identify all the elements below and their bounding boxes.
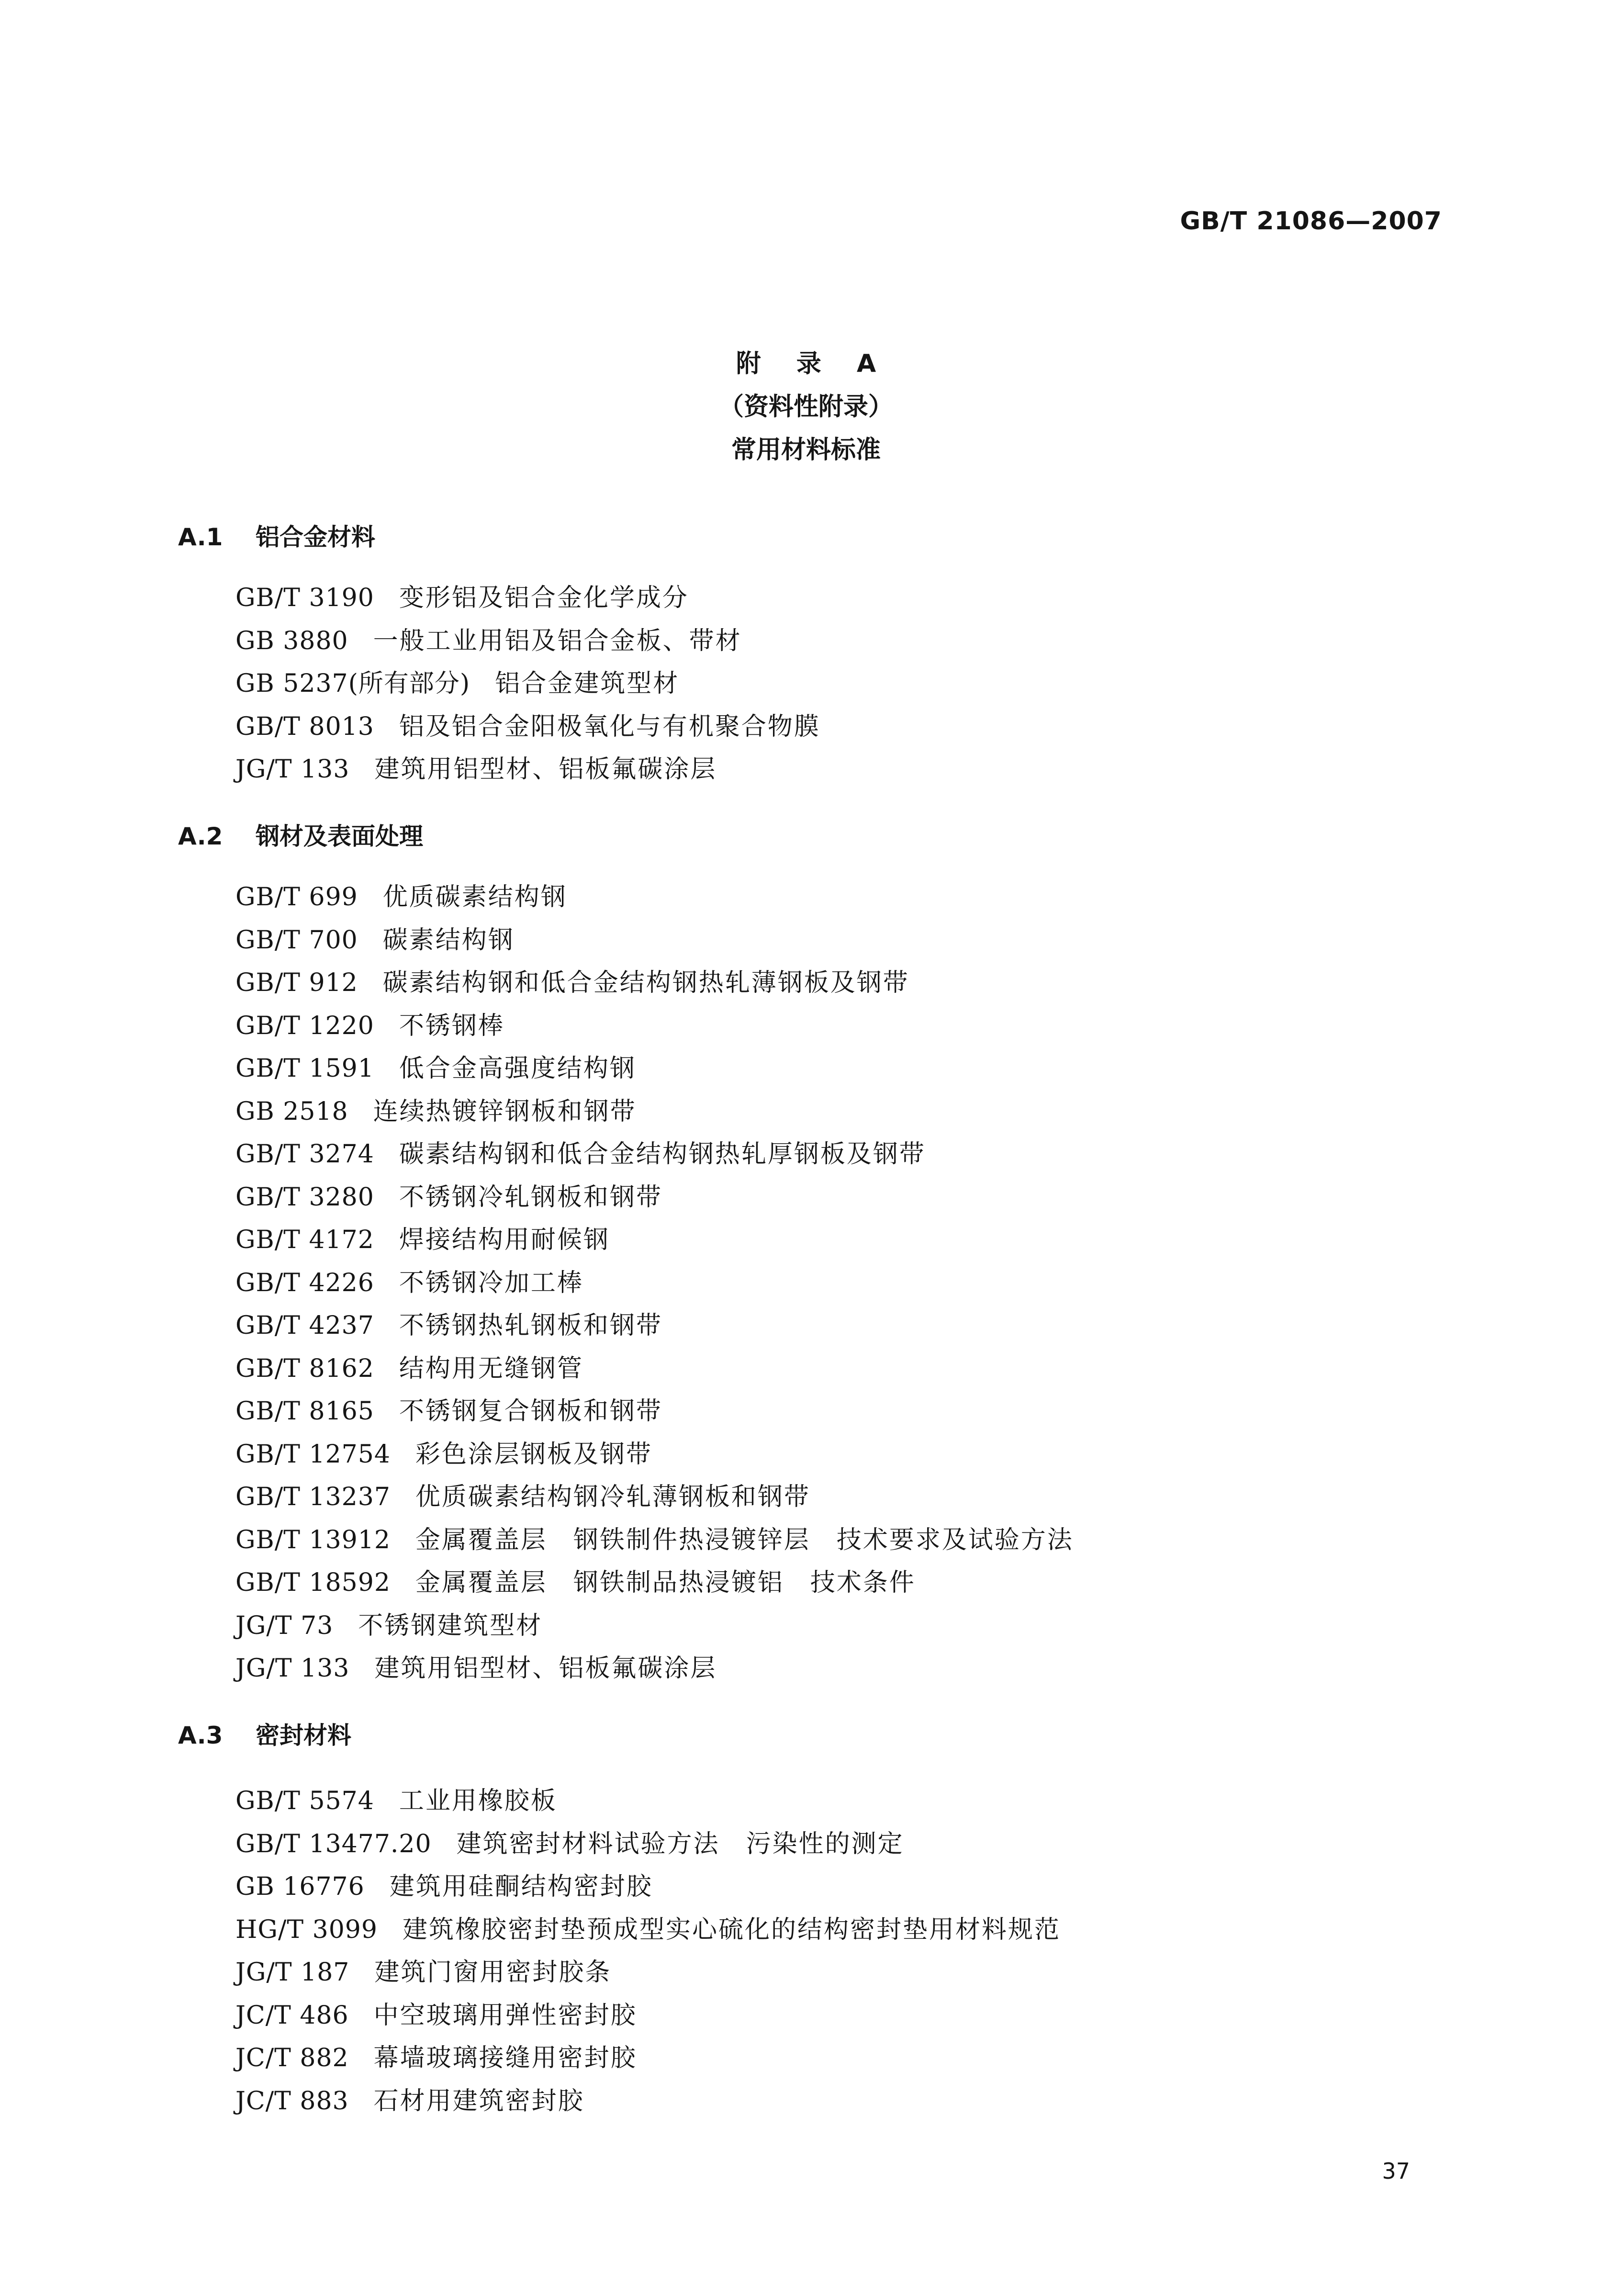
standard-name: 碳素结构钢: [382, 925, 515, 955]
standard-code: GB/T 1220: [235, 1011, 374, 1040]
standard-code: GB/T 12754: [235, 1440, 391, 1469]
section-number: A.2: [178, 822, 223, 850]
standard-code: GB/T 13477.20: [235, 1829, 432, 1858]
standard-code: JC/T 882: [235, 2044, 349, 2072]
list-item: [235, 1305, 1074, 1348]
appendix-heading-text: 常用材料标准: [731, 436, 881, 464]
section-number: A.3: [178, 1722, 223, 1749]
standard-code: JC/T 486: [235, 2001, 349, 2030]
standard-code: GB 3880: [235, 626, 348, 655]
list-item: [235, 1091, 1074, 1134]
standards-list: [235, 876, 1074, 1690]
standard-code: GB/T 699: [235, 883, 358, 912]
list-item: [235, 1219, 1074, 1262]
standard-code: GB/T 4172: [235, 1226, 374, 1254]
list-item: [235, 1047, 1074, 1091]
standard-code: GB/T 4226: [235, 1268, 374, 1297]
list-item: [235, 706, 820, 749]
standard-code: JC/T 883: [235, 2086, 349, 2116]
standard-name: 碳素结构钢和低合金结构钢热轧薄钢板及钢带: [382, 968, 909, 997]
standard-code: GB/T 8162: [235, 1354, 374, 1383]
standard-name: 中空玻璃用弹性密封胶: [373, 2001, 637, 2030]
list-item: [235, 1476, 1074, 1519]
standard-code: GB 16776: [235, 1872, 365, 1901]
section-heading: [178, 820, 423, 853]
section-title: 铝合金材料: [256, 523, 375, 551]
standard-name: 金属覆盖层 钢铁制件热浸镀锌层 技术要求及试验方法: [415, 1525, 1074, 1554]
standard-name: 焊接结构用耐候钢: [399, 1226, 610, 1254]
standard-code: GB/T 4237: [235, 1311, 374, 1340]
page-number: 37: [1382, 2158, 1410, 2184]
standard-code: GB/T 912: [235, 968, 358, 997]
standard-name: 石材用建筑密封胶: [373, 2086, 584, 2116]
standard-code: GB/T 13237: [235, 1483, 391, 1511]
list-item: [235, 1519, 1074, 1562]
standard-code: HG/T 3099: [235, 1915, 378, 1944]
list-item: [235, 1133, 1074, 1176]
standard-name: 幕墙玻璃接缝用密封胶: [373, 2044, 637, 2072]
standard-code: GB/T 5574: [235, 1787, 374, 1815]
list-item: [235, 1605, 1074, 1648]
list-item: [235, 1647, 1074, 1690]
standard-code: GB 2518: [235, 1097, 348, 1126]
list-item: [235, 1390, 1074, 1433]
list-item: [235, 1994, 1061, 2037]
list-item: [235, 919, 1074, 962]
appendix-heading: [0, 342, 1612, 472]
standard-name: 建筑门窗用密封胶条: [374, 1958, 612, 1987]
standard-name: 建筑用铝型材、铝板氟碳涂层: [374, 755, 717, 784]
standard-name: 不锈钢冷加工棒: [399, 1268, 583, 1297]
standard-name: 不锈钢热轧钢板和钢带: [399, 1311, 662, 1340]
list-item: [235, 876, 1074, 919]
standard-name: 不锈钢建筑型材: [358, 1611, 543, 1640]
appendix-title: 附 录 A: [736, 349, 890, 378]
standard-name: 结构用无缝钢管: [399, 1354, 583, 1383]
standard-code: JG/T 187: [235, 1958, 350, 1987]
standard-name: 铝及铝合金阳极氧化与有机聚合物膜: [399, 712, 820, 741]
standards-list: [235, 1780, 1061, 2123]
list-item: [235, 962, 1074, 1005]
standard-code: GB/T 8013: [235, 712, 374, 741]
standard-code: JG/T 133: [235, 755, 350, 784]
standard-name: 不锈钢复合钢板和钢带: [399, 1397, 662, 1426]
standard-code: GB/T 3190: [235, 584, 374, 612]
appendix-subtitle: （资料性附录）: [718, 393, 893, 421]
standard-code: GB/T 8165: [235, 1397, 374, 1426]
standard-name: 碳素结构钢和低合金结构钢热轧厚钢板及钢带: [399, 1140, 926, 1169]
standard-name: 变形铝及铝合金化学成分: [399, 584, 689, 612]
list-item: [235, 1262, 1074, 1305]
list-item: [235, 1823, 1061, 1866]
standard-name: 建筑用硅酮结构密封胶: [389, 1872, 653, 1901]
standard-name: 建筑橡胶密封垫预成型实心硫化的结构密封垫用材料规范: [402, 1915, 1061, 1944]
list-item: [235, 2037, 1061, 2080]
section-heading: [178, 1719, 351, 1752]
standard-number: GB/T 21086—2007: [1180, 207, 1442, 236]
list-item: [235, 2080, 1061, 2123]
list-item: [235, 748, 820, 791]
list-item: [235, 1348, 1074, 1391]
standard-name: 优质碳素结构钢: [382, 883, 567, 912]
standard-name: 不锈钢棒: [399, 1011, 504, 1040]
list-item: [235, 1562, 1074, 1605]
standard-name: 建筑用铝型材、铝板氟碳涂层: [374, 1654, 717, 1683]
standard-code: GB/T 1591: [235, 1054, 374, 1083]
list-item: [235, 620, 820, 663]
list-item: [235, 1866, 1061, 1909]
standard-code: GB/T 3280: [235, 1182, 374, 1212]
list-item: [235, 1780, 1061, 1823]
standard-name: 金属覆盖层 钢铁制品热浸镀铝 技术条件: [415, 1568, 916, 1597]
standard-name: 不锈钢冷轧钢板和钢带: [399, 1182, 662, 1212]
standard-name: 一般工业用铝及铝合金板、带材: [373, 626, 742, 655]
standard-name: 优质碳素结构钢冷轧薄钢板和钢带: [415, 1483, 810, 1511]
section-title: 钢材及表面处理: [256, 822, 423, 850]
standard-code: GB/T 18592: [235, 1568, 391, 1597]
section-title: 密封材料: [256, 1722, 351, 1749]
list-item: [235, 577, 820, 620]
list-item: [235, 1433, 1074, 1476]
standard-code: GB/T 13912: [235, 1525, 391, 1554]
list-item: [235, 663, 820, 706]
standard-name: 建筑密封材料试验方法 污染性的测定: [456, 1829, 904, 1858]
standard-code: JG/T 133: [235, 1654, 350, 1683]
standard-code: JG/T 73: [235, 1611, 334, 1640]
standard-code: GB/T 700: [235, 925, 358, 955]
section-heading: [178, 520, 375, 554]
standard-name: 铝合金建筑型材: [495, 669, 680, 698]
standard-name: 工业用橡胶板: [399, 1787, 557, 1815]
section-number: A.1: [178, 523, 223, 551]
standard-code: GB/T 3274: [235, 1140, 374, 1169]
standards-list: [235, 577, 820, 791]
list-item: [235, 1951, 1061, 1994]
standard-code: GB 5237(所有部分): [235, 669, 470, 698]
list-item: [235, 1176, 1074, 1219]
standard-name: 彩色涂层钢板及钢带: [415, 1440, 652, 1469]
standard-name: 连续热镀锌钢板和钢带: [373, 1097, 637, 1126]
standard-name: 低合金高强度结构钢: [399, 1054, 636, 1083]
list-item: [235, 1909, 1061, 1952]
list-item: [235, 1005, 1074, 1048]
